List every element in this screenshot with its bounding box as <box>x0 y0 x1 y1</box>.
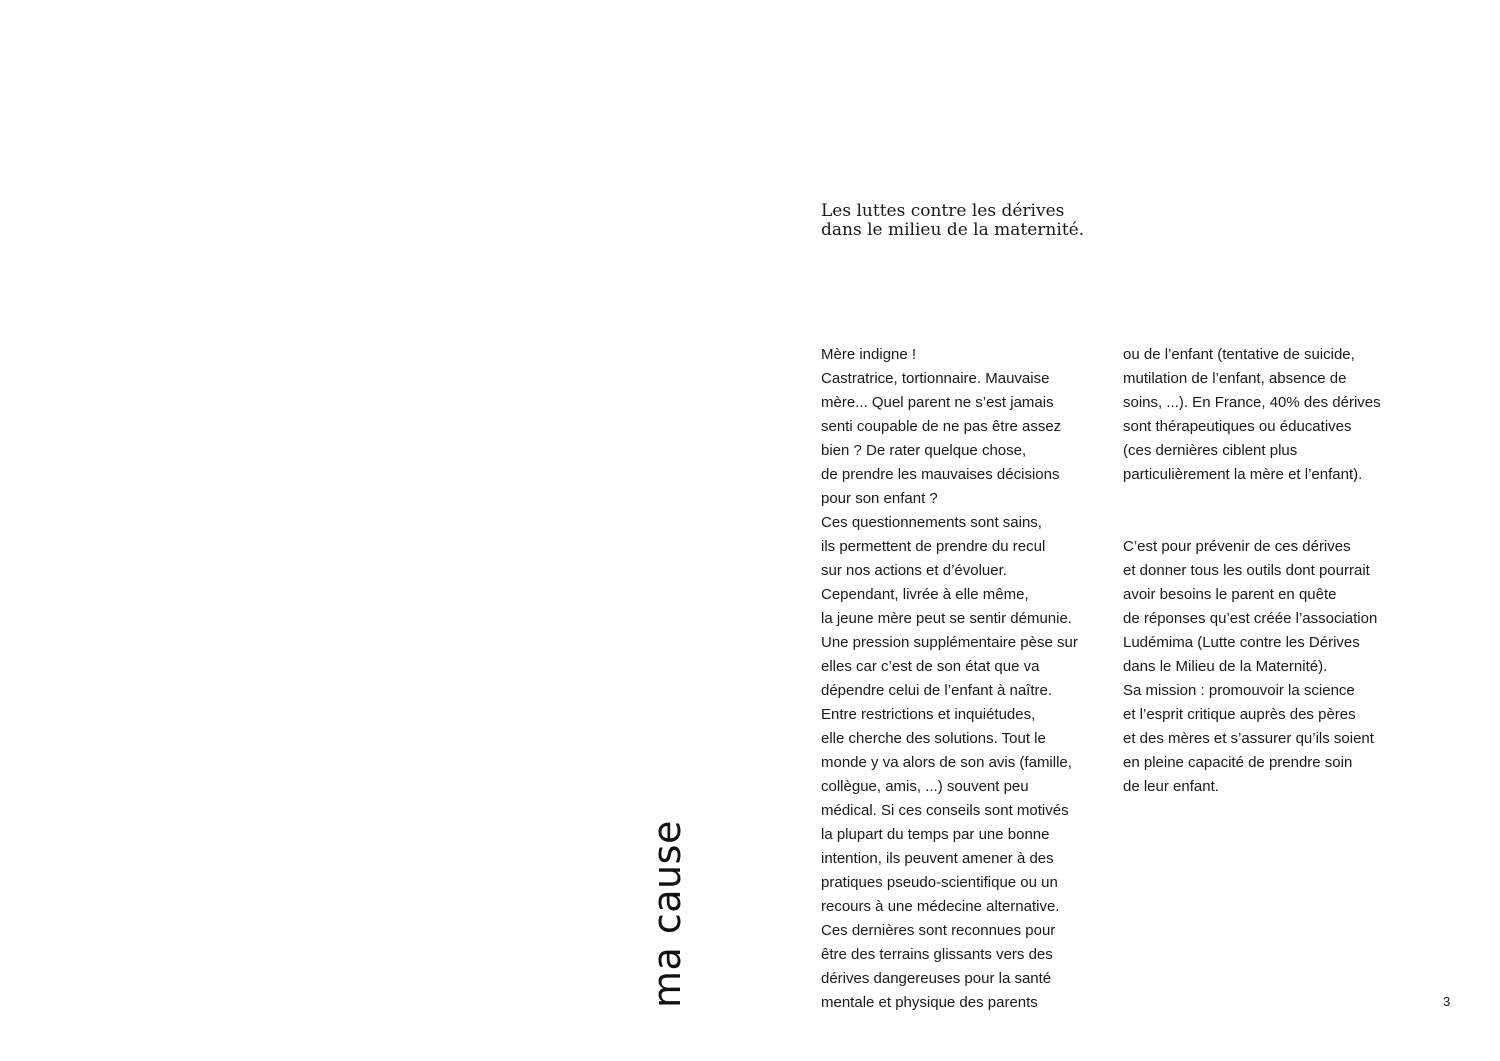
subtitle <box>821 202 1141 240</box>
body-line: Ces questionnements sont sains, <box>821 514 1042 531</box>
body-line: être des terrains glissants vers des <box>821 946 1053 963</box>
body-line: Ces dernières sont reconnues pour <box>821 922 1056 939</box>
body-line: de prendre les mauvaises décisions <box>821 466 1060 483</box>
body-line: (ces dernières ciblent plus <box>1123 442 1298 459</box>
section-title: ma cause <box>645 820 689 1008</box>
body-line: C’est pour prévenir de ces dérives <box>1123 538 1351 555</box>
body-line: Sa mission : promouvoir la science <box>1123 682 1355 699</box>
page-number: 3 <box>1443 994 1451 1009</box>
body-line: la jeune mère peut se sentir démunie. <box>821 610 1072 627</box>
body-line: et l’esprit critique auprès des pères <box>1123 706 1356 723</box>
body-line: bien ? De rater quelque chose, <box>821 442 1027 459</box>
body-line: mutilation de l’enfant, absence de <box>1123 370 1347 387</box>
body-line: pour son enfant ? <box>821 490 938 507</box>
body-line: dans le Milieu de la Maternité). <box>1123 658 1328 675</box>
body-line: sur nos actions et d’évoluer. <box>821 562 1007 579</box>
body-line: et donner tous les outils dont pourrait <box>1123 562 1370 579</box>
body-line: recours à une médecine alternative. <box>821 898 1060 915</box>
body-line: particulièrement la mère et l’enfant). <box>1123 466 1363 483</box>
body-line: ils permettent de prendre du recul <box>821 538 1046 555</box>
body-line: médical. Si ces conseils sont motivés <box>821 802 1069 819</box>
body-line: dérives dangereuses pour la santé <box>821 970 1052 987</box>
body-line: ou de l’enfant (tentative de suicide, <box>1123 346 1355 363</box>
body-right-column <box>1123 343 1423 799</box>
body-line: Ludémima (Lutte contre les Dérives <box>1123 634 1360 651</box>
body-line: collègue, amis, ...) souvent peu <box>821 778 1029 795</box>
body-line: de leur enfant. <box>1123 778 1219 795</box>
body-line: pratiques pseudo-scientifique ou un <box>821 874 1058 891</box>
body-left-column <box>821 343 1113 1015</box>
body-line: Castratrice, tortionnaire. Mauvaise <box>821 370 1050 387</box>
body-line: Mère indigne ! <box>821 346 917 363</box>
body-line: sont thérapeutiques ou éducatives <box>1123 418 1352 435</box>
subtitle-line: Les luttes contre les dérives <box>821 201 1065 221</box>
paragraph-spacer <box>1123 487 1423 535</box>
body-line: mère... Quel parent ne s’est jamais <box>821 394 1054 411</box>
body-line: mentale et physique des parents <box>821 994 1038 1011</box>
body-line: avoir besoins le parent en quête <box>1123 586 1337 603</box>
body-line: de réponses qu’est créée l’association <box>1123 610 1378 627</box>
body-line: elle cherche des solutions. Tout le <box>821 730 1046 747</box>
body-line: soins, ...). En France, 40% des dérives <box>1123 394 1381 411</box>
body-line: et des mères et s’assurer qu’ils soient <box>1123 730 1374 747</box>
body-line: intention, ils peuvent amener à des <box>821 850 1054 867</box>
body-line: Entre restrictions et inquiétudes, <box>821 706 1036 723</box>
body-line: monde y va alors de son avis (famille, <box>821 754 1072 771</box>
body-line: elles car c’est de son état que va <box>821 658 1040 675</box>
body-line: Une pression supplémentaire pèse sur <box>821 634 1078 651</box>
body-line: la plupart du temps par une bonne <box>821 826 1050 843</box>
subtitle-line: dans le milieu de la maternité. <box>821 220 1085 240</box>
body-line: dépendre celui de l’enfant à naître. <box>821 682 1052 699</box>
body-line: en pleine capacité de prendre soin <box>1123 754 1353 771</box>
body-line: Cependant, livrée à elle même, <box>821 586 1029 603</box>
body-line: senti coupable de ne pas être assez <box>821 418 1062 435</box>
